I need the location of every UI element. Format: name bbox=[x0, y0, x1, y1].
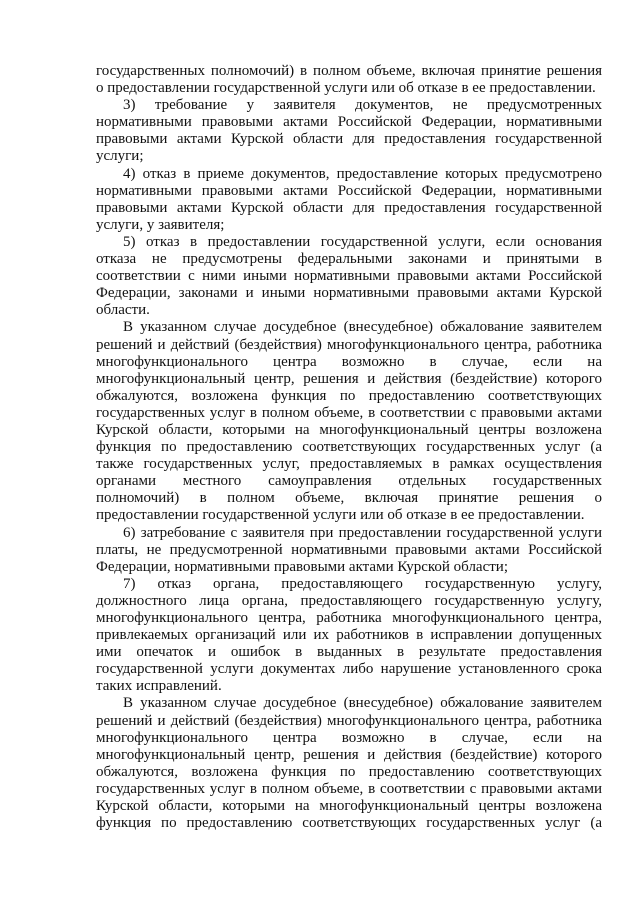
text-line: Федерации, законами и иными нормативными правовыми актами Курской bbox=[96, 285, 602, 302]
text-line: Федерации, нормативными правовыми актами Курской области; bbox=[96, 558, 508, 575]
text-line: отказа не предусмотрены федеральными законами и принятыми в bbox=[96, 251, 602, 268]
text-line: 6) затребование с заявителя при предоставлении государственной услуги bbox=[123, 524, 602, 541]
text-line: нормативными правовыми актами Российской Федерации, нормативными bbox=[96, 114, 602, 131]
text-line: должностного лица органа, предоставляющего государственную услугу, bbox=[96, 592, 602, 609]
text-line: государственных услуг в полном объеме, в соответствии с правовыми актами bbox=[96, 780, 602, 797]
text-line: В указанном случае досудебное (внесудебное) обжалование заявителем bbox=[123, 319, 602, 336]
text-line: 5) отказ в предоставлении государственной услуги, если основания bbox=[123, 233, 602, 250]
text-line: решений и действий (бездействия) многофункционального центра, работника bbox=[96, 712, 602, 729]
text-line: Курской области, которыми на многофункциональный центры возложена bbox=[96, 798, 602, 815]
text-line: таких исправлений. bbox=[96, 678, 222, 695]
text-line: услуги; bbox=[96, 148, 144, 165]
text-line: многофункционального центра возможно в случае, если на bbox=[96, 729, 602, 746]
text-line: услуги, у заявителя; bbox=[96, 216, 225, 233]
text-line: платы, не предусмотренной нормативными правовыми актами Российской bbox=[96, 541, 602, 558]
text-line: многофункциональный центр, решения и действия (бездействие) которого bbox=[96, 746, 602, 763]
text-line: В указанном случае досудебное (внесудебное) обжалование заявителем bbox=[123, 695, 602, 712]
text-line: правовыми актами Курской области для предоставления государственной bbox=[96, 131, 602, 148]
text-line: области. bbox=[96, 302, 150, 319]
text-line: 3) требование у заявителя документов, не предусмотренных bbox=[123, 97, 602, 114]
text-line: ими опечаток и ошибок в выданных в результате предоставления bbox=[96, 644, 602, 661]
text-line: функция по предоставлению соответствующих государственных услуг (а bbox=[96, 815, 602, 832]
text-line: 4) отказ в приеме документов, предоставление которых предусмотрено bbox=[123, 165, 602, 182]
text-line: обжалуются, возложена функция по предоставлению соответствующих bbox=[96, 387, 602, 404]
document-body bbox=[96, 63, 602, 832]
text-line: государственных услуг в полном объеме, в соответствии с правовыми актами bbox=[96, 404, 602, 421]
text-line: Курской области, которыми на многофункциональный центры возложена bbox=[96, 421, 602, 438]
text-line: органами местного самоуправления отдельных государственных bbox=[96, 473, 602, 490]
text-line: государственной услуги документах либо нарушение установленного срока bbox=[96, 661, 602, 678]
text-line: обжалуются, возложена функция по предоставлению соответствующих bbox=[96, 763, 602, 780]
text-line: функция по предоставлению соответствующих государственных услуг (а bbox=[96, 439, 602, 456]
text-line: государственных полномочий) в полном объеме, включая принятие решения bbox=[96, 63, 602, 79]
text-line: многофункциональный центр, решения и действия (бездействие) которого bbox=[96, 370, 602, 387]
text-line: нормативными правовыми актами Российской Федерации, нормативными bbox=[96, 182, 602, 199]
text-line: правовыми актами Курской области для предоставления государственной bbox=[96, 199, 602, 216]
text-line: многофункционального центра возможно в случае, если на bbox=[96, 353, 602, 370]
text-line: многофункционального центра, работника многофункционального центра, bbox=[96, 610, 602, 626]
text-line: также государственных услуг, предоставляемых в рамках осуществления bbox=[96, 456, 602, 473]
text-line: о предоставлении государственной услуги или об отказе в ее предоставлении. bbox=[96, 80, 596, 97]
text-line: решений и действий (бездействия) многофункционального центра, работника bbox=[96, 336, 602, 353]
text-line: соответствии с ними иными нормативными правовыми актами Российской bbox=[96, 268, 602, 285]
text-line: предоставлении государственной услуги или об отказе в ее предоставлении. bbox=[96, 507, 585, 524]
text-line: привлекаемых организаций или их работников в исправлении допущенных bbox=[96, 627, 602, 644]
text-line: 7) отказ органа, предоставляющего государственную услугу, bbox=[123, 575, 602, 592]
text-line: полномочий) в полном объеме, включая принятие решения о bbox=[96, 490, 602, 507]
